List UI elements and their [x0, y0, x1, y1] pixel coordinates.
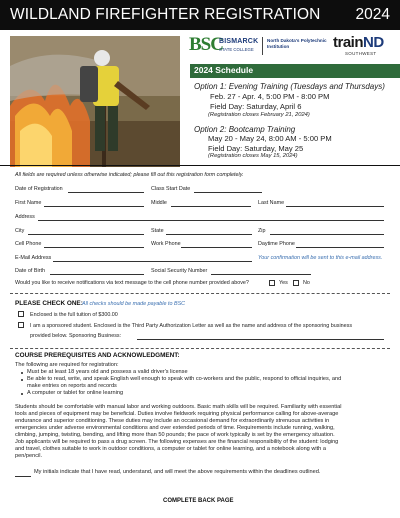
prereq-bullet-3: A computer or tablet for online learning [27, 390, 124, 396]
option2-dates: May 20 - May 24, 8:00 AM - 5:00 PM [208, 134, 332, 143]
dob-label: Date of Birth [15, 268, 45, 274]
prereq-bullet-2-cont: make entries on reports and records [27, 383, 117, 389]
prereq-bullet-2: Be able to read, write, and speak English well enough to speak with co-workers and the public, respond to official inquiries, and [27, 376, 342, 382]
city-label: City [15, 228, 25, 234]
notify-yes-label: Yes [279, 280, 288, 286]
prereq-bullet-1: Must be at least 18 years old and possess a valid driver's license [27, 369, 188, 375]
prereq-lead: The following are required for registration: [15, 362, 119, 368]
bullet-dot [21, 393, 23, 395]
prereq-para-line-3: endurance and superior conditioning. These duties may include an occasional demand for extraordinarily strenuous activities in [15, 418, 330, 424]
prereq-para-line-8: pen/pencil. [15, 453, 43, 459]
notify-no-checkbox[interactable] [293, 280, 299, 286]
trainnd-logo [333, 34, 393, 60]
last-name-field[interactable] [286, 206, 384, 207]
full-tuition-checkbox[interactable] [18, 311, 24, 317]
email-field[interactable] [53, 261, 252, 262]
cell-phone-label: Cell Phone [15, 241, 42, 247]
first-name-label: First Name [15, 200, 42, 206]
page-title: WILDLAND FIREFIGHTER REGISTRATION [10, 6, 321, 23]
bsc-logo-tagline: North Dakota's Polytechnic Institution [267, 38, 327, 49]
option1-closes: (Registration closes February 21, 2024) [208, 112, 310, 118]
address-label: Address [15, 214, 35, 220]
title-bar [0, 0, 400, 30]
email-label: E-Mail Address [15, 255, 52, 261]
ssn-field[interactable] [211, 274, 311, 275]
full-tuition-label: Enclosed is the full tuition of $300.00 [30, 312, 118, 318]
prereq-heading: COURSE PREREQUISITES AND ACKNOWLEDGMENT: [15, 352, 180, 359]
daytime-phone-label: Daytime Phone [258, 241, 295, 247]
option2-closes: (Registration closes May 15, 2024) [208, 153, 298, 159]
class-start-date-label: Class Start Date [151, 186, 191, 192]
option1-field-day: Field Day: Saturday, April 6 [210, 102, 302, 111]
email-note: Your confirmation will be sent to this e-mail address. [258, 255, 383, 261]
trainnd-logo-word: trainND [333, 34, 384, 51]
prereq-para-line-5: climbing, jumping, twisting, bending, and lifting more than 50 pounds; the pace of work typically is set by the emergency situation. [15, 432, 335, 438]
page-year: 2024 [355, 6, 390, 23]
bsc-logo-name: BISMARCK [219, 38, 259, 45]
zip-field[interactable] [270, 234, 384, 235]
prereq-para-line-1: Students should be comfortable with manual labor and working outdoors. Basic math skills will be required. Familiarity with essential [15, 404, 342, 410]
section-divider [0, 165, 400, 166]
state-field[interactable] [166, 234, 252, 235]
city-field[interactable] [28, 234, 144, 235]
sponsored-label: I am a sponsored student. Enclosed is the Third Party Authorization Letter as well as the name and address of the sponsoring business [30, 323, 353, 329]
logo-divider [262, 37, 263, 55]
class-start-date-field[interactable] [194, 192, 262, 193]
middle-field[interactable] [171, 206, 251, 207]
zip-label: Zip [258, 228, 266, 234]
schedule-heading-bar [190, 64, 400, 78]
sponsoring-business-field[interactable] [137, 339, 384, 340]
text-notify-question: Would you like to receive notifications via text message to the cell phone number provided above? [15, 280, 249, 286]
notify-no-label: No [303, 280, 310, 286]
prereq-para-line-6: Job applicants will be required to pass a drug screen. The following expenses are the financial responsibility of the student: lodging [15, 439, 339, 445]
daytime-phone-field[interactable] [296, 247, 384, 248]
option2-title: Option 2: Bootcamp Training [194, 125, 296, 134]
sponsoring-business-label: provided below. Sponsoring Business: [30, 333, 122, 339]
bullet-dot [21, 372, 23, 374]
ssn-label: Social Security Number [151, 268, 208, 274]
prereq-para-line-4: emergencies under adverse environmental conditions and over extended periods of time. Requirements include running, walking, [15, 425, 335, 431]
sponsored-checkbox[interactable] [18, 322, 24, 328]
work-phone-field[interactable] [181, 247, 252, 248]
form-intro: All fields are required unless otherwise indicated; please fill out this registration form completely. [15, 172, 244, 178]
bsc-logo-mark: BSC [189, 34, 223, 55]
option2-field-day: Field Day: Saturday, May 25 [208, 144, 304, 153]
dob-field[interactable] [50, 274, 144, 275]
schedule-heading: 2024 Schedule [194, 65, 254, 75]
first-name-field[interactable] [44, 206, 144, 207]
state-label: State [151, 228, 164, 234]
dashed-divider-2 [10, 348, 390, 349]
bsc-logo-subtitle: STATE COLLEGE [219, 47, 254, 52]
middle-label: Middle [151, 200, 167, 206]
firefighter-image [10, 36, 180, 167]
address-field[interactable] [38, 220, 384, 221]
option1-dates: Feb. 27 - Apr. 4, 5:00 PM - 8:00 PM [210, 92, 330, 101]
initials-field[interactable] [15, 476, 31, 477]
payment-heading: PLEASE CHECK ONE: [15, 300, 83, 307]
footer-note: COMPLETE BACK PAGE [163, 498, 234, 504]
date-of-registration-label: Date of Registration [15, 186, 63, 192]
option1-title: Option 1: Evening Training (Tuesdays and Thursdays) [194, 82, 385, 91]
notify-yes-checkbox[interactable] [269, 280, 275, 286]
bsc-logo [189, 34, 327, 60]
date-of-registration-field[interactable] [68, 192, 144, 193]
initials-statement: My initials indicate that I have read, understand, and will meet the above requirements within the deadlines outlined. [34, 469, 321, 475]
dashed-divider [10, 293, 390, 294]
prereq-para-line-2: tools and pieces of equipment may be beneficial. Duties involve fieldwork requiring physical performance calling for above-average [15, 411, 339, 417]
firefighter-photo [10, 36, 180, 167]
bullet-dot [21, 379, 23, 381]
payment-note: All checks should be made payable to BSC [82, 301, 186, 307]
cell-phone-field[interactable] [44, 247, 144, 248]
last-name-label: Last Name [258, 200, 285, 206]
work-phone-label: Work Phone [151, 241, 181, 247]
prereq-para-line-7: and travel, clothes suitable to work in outdoor conditions, a computer or tablet for online learning, and a notebook along with a [15, 446, 326, 452]
trainnd-logo-subtitle: SOUTHWEST [345, 51, 377, 56]
